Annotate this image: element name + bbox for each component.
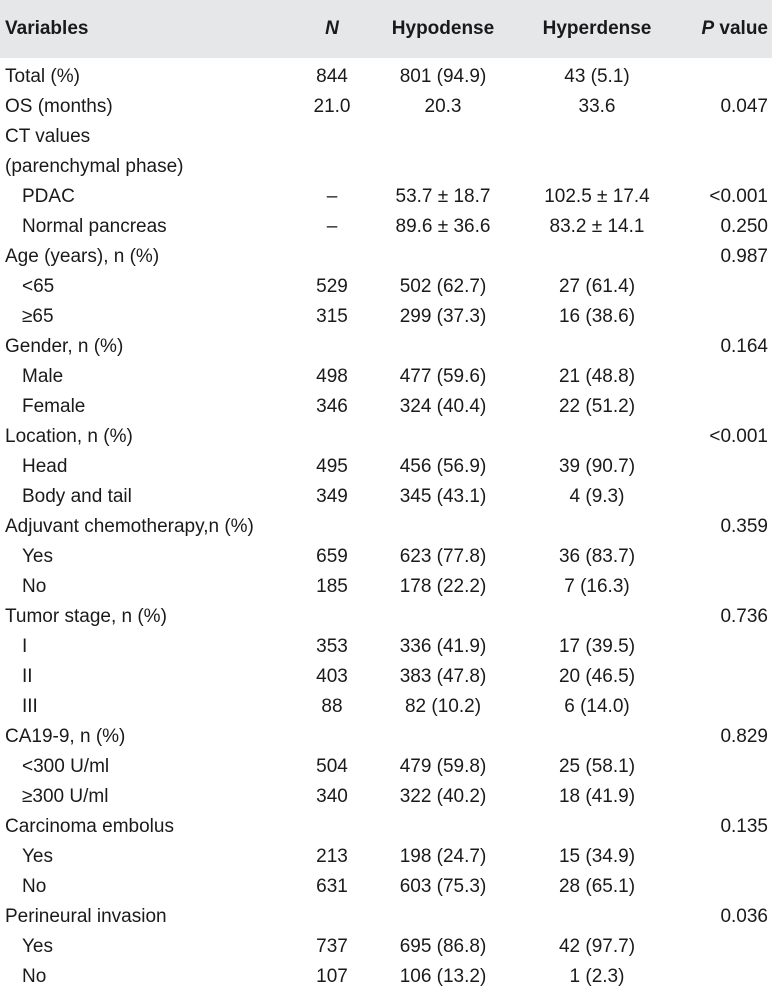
cell-variable: <65	[22, 276, 55, 297]
cell-hyperdense: 25 (58.1)	[558, 756, 636, 777]
cell-hyperdense: 83.2 ± 14.1	[549, 216, 645, 237]
cell-n: 631	[316, 876, 348, 897]
cell-n: 403	[316, 666, 348, 687]
cell-variable: Location, n (%)	[5, 426, 133, 447]
header-p-rest: value	[714, 18, 768, 39]
cell-hypodense	[382, 902, 504, 932]
table-row	[0, 692, 772, 722]
cell-hyperdense	[522, 242, 672, 272]
cell-n	[290, 902, 374, 932]
cell-hyperdense: 17 (39.5)	[558, 636, 636, 657]
cell-hypodense	[382, 422, 504, 452]
cell-n	[290, 812, 374, 842]
cell-variable: Gender, n (%)	[5, 336, 124, 357]
cell-hyperdense: 15 (34.9)	[558, 846, 636, 867]
cell-p-value: 0.164	[720, 336, 768, 357]
cell-variable: (parenchymal phase)	[5, 156, 184, 177]
table-row	[0, 122, 772, 152]
cell-hyperdense: 28 (65.1)	[558, 876, 636, 897]
header-p-value	[678, 0, 768, 58]
cell-n: 504	[316, 756, 348, 777]
cell-p-value	[678, 872, 768, 902]
cell-hypodense: 695 (86.8)	[399, 936, 487, 957]
cell-n: –	[326, 186, 338, 207]
cell-hyperdense: 42 (97.7)	[558, 936, 636, 957]
table-row	[0, 902, 772, 932]
cell-hypodense: 322 (40.2)	[399, 786, 487, 807]
cell-n	[290, 152, 374, 182]
header-p-italic: P	[701, 18, 715, 39]
cell-variable: Head	[22, 456, 68, 477]
cell-hypodense: 502 (62.7)	[399, 276, 487, 297]
table-row	[0, 722, 772, 752]
table-row	[0, 572, 772, 602]
cell-variable: II	[22, 666, 33, 687]
table-row	[0, 332, 772, 362]
cell-hypodense	[382, 602, 504, 632]
cell-hypodense: 20.3	[424, 96, 462, 117]
cell-hypodense: 299 (37.3)	[399, 306, 487, 327]
cell-p-value	[678, 692, 768, 722]
cell-p-value	[678, 62, 768, 92]
cell-variable: <300 U/ml	[22, 756, 110, 777]
table-header	[0, 0, 772, 58]
header-hyperdense: Hyperdense	[542, 18, 652, 39]
cell-hyperdense	[522, 602, 672, 632]
cell-variable: CA19-9, n (%)	[5, 726, 126, 747]
cell-hypodense: 479 (59.8)	[399, 756, 487, 777]
table-row	[0, 782, 772, 812]
cell-p-value	[678, 452, 768, 482]
header-hypodense: Hypodense	[391, 18, 495, 39]
cell-hyperdense: 18 (41.9)	[558, 786, 636, 807]
cell-variable: Carcinoma embolus	[5, 816, 174, 837]
cell-hyperdense: 6 (14.0)	[564, 696, 630, 717]
cell-variable: I	[22, 636, 28, 657]
cell-variable: Perineural invasion	[5, 906, 167, 927]
cell-n: 213	[316, 846, 348, 867]
table-row	[0, 62, 772, 92]
cell-p-value	[678, 152, 768, 182]
cell-p-value	[678, 932, 768, 962]
cell-n	[290, 332, 374, 362]
cell-hypodense	[382, 812, 504, 842]
cell-hyperdense: 20 (46.5)	[558, 666, 636, 687]
cell-variable: III	[22, 696, 38, 717]
table-row	[0, 272, 772, 302]
cell-p-value	[678, 482, 768, 512]
cell-n: 737	[316, 936, 348, 957]
header-variables: Variables	[5, 18, 89, 39]
cell-n: 88	[321, 696, 343, 717]
cell-hypodense: 198 (24.7)	[399, 846, 487, 867]
cell-p-value	[678, 782, 768, 812]
cell-variable: PDAC	[22, 186, 75, 207]
table-row	[0, 302, 772, 332]
cell-p-value: 0.047	[720, 96, 768, 117]
cell-hyperdense: 36 (83.7)	[558, 546, 636, 567]
cell-n: 185	[316, 576, 348, 597]
cell-p-value	[678, 572, 768, 602]
cell-variable: CT values	[5, 126, 91, 147]
cell-p-value: 0.135	[720, 816, 768, 837]
cell-hyperdense: 22 (51.2)	[558, 396, 636, 417]
cell-hypodense	[382, 512, 504, 542]
cell-hyperdense: 102.5 ± 17.4	[544, 186, 650, 207]
cell-variable: No	[22, 576, 47, 597]
cell-p-value: 0.359	[720, 516, 768, 537]
cell-variable: Female	[22, 396, 86, 417]
table-body	[0, 62, 772, 992]
cell-variable: Normal pancreas	[22, 216, 167, 237]
cell-n: 340	[316, 786, 348, 807]
cell-hypodense: 178 (22.2)	[399, 576, 487, 597]
cell-p-value	[678, 542, 768, 572]
cell-hypodense: 324 (40.4)	[399, 396, 487, 417]
table-row	[0, 452, 772, 482]
cell-n: 495	[316, 456, 348, 477]
cell-hyperdense	[522, 812, 672, 842]
cell-hypodense	[382, 122, 504, 152]
table-row	[0, 482, 772, 512]
cell-n: 315	[316, 306, 348, 327]
table-row	[0, 542, 772, 572]
cell-n	[290, 422, 374, 452]
cell-hypodense: 383 (47.8)	[399, 666, 487, 687]
cell-p-value	[678, 632, 768, 662]
cell-p-value	[678, 302, 768, 332]
cell-hyperdense: 39 (90.7)	[558, 456, 636, 477]
table-row	[0, 152, 772, 182]
cell-hyperdense	[522, 152, 672, 182]
cell-n	[290, 722, 374, 752]
table-row	[0, 632, 772, 662]
cell-hyperdense	[522, 722, 672, 752]
cell-hypodense: 53.7 ± 18.7	[395, 186, 491, 207]
table-row	[0, 422, 772, 452]
cell-p-value: 0.736	[720, 606, 768, 627]
cell-p-value: 0.829	[720, 726, 768, 747]
cell-n: 353	[316, 636, 348, 657]
cell-p-value	[678, 392, 768, 422]
table-row	[0, 842, 772, 872]
cell-n: 346	[316, 396, 348, 417]
cell-hyperdense: 1 (2.3)	[569, 966, 625, 987]
cell-hyperdense	[522, 512, 672, 542]
cell-hyperdense: 27 (61.4)	[558, 276, 636, 297]
cell-hyperdense	[522, 332, 672, 362]
table-row	[0, 662, 772, 692]
cell-variable: Yes	[22, 546, 53, 567]
cell-n: 349	[316, 486, 348, 507]
cell-n: 107	[316, 966, 348, 987]
cell-hyperdense: 16 (38.6)	[558, 306, 636, 327]
cell-n: 844	[316, 66, 348, 87]
cell-hyperdense: 33.6	[578, 96, 616, 117]
cell-hyperdense	[522, 122, 672, 152]
cell-variable: Yes	[22, 846, 53, 867]
table-row	[0, 812, 772, 842]
cell-variable: Body and tail	[22, 486, 132, 507]
cell-p-value: 0.036	[720, 906, 768, 927]
cell-hypodense: 82 (10.2)	[404, 696, 482, 717]
cell-hypodense: 603 (75.3)	[399, 876, 487, 897]
cell-hypodense	[382, 722, 504, 752]
cell-hypodense	[382, 152, 504, 182]
cell-hypodense: 801 (94.9)	[399, 66, 487, 87]
cell-variable: Yes	[22, 936, 53, 957]
cell-p-value: <0.001	[709, 186, 768, 207]
table-row	[0, 872, 772, 902]
cell-hypodense: 456 (56.9)	[399, 456, 487, 477]
cell-n	[290, 122, 374, 152]
cell-p-value	[678, 962, 768, 992]
cell-p-value: <0.001	[709, 426, 768, 447]
cell-hyperdense: 4 (9.3)	[569, 486, 625, 507]
cell-n	[290, 242, 374, 272]
cell-p-value	[678, 662, 768, 692]
cell-variable: ≥300 U/ml	[22, 786, 109, 807]
cell-hyperdense	[522, 422, 672, 452]
cell-n: 659	[316, 546, 348, 567]
cell-n: 21.0	[313, 96, 351, 117]
cell-variable: Male	[22, 366, 64, 387]
cell-variable: OS (months)	[5, 96, 113, 117]
table-row	[0, 182, 772, 212]
cell-variable: ≥65	[22, 306, 54, 327]
cell-variable: Age (years), n (%)	[5, 246, 160, 267]
cell-p-value: 0.987	[720, 246, 768, 267]
header-n-label: N	[325, 18, 339, 39]
cell-p-value	[678, 842, 768, 872]
cell-p-value	[678, 362, 768, 392]
header-n	[290, 0, 374, 58]
cell-variable: No	[22, 966, 47, 987]
cell-hypodense: 89.6 ± 36.6	[395, 216, 491, 237]
cell-variable: No	[22, 876, 47, 897]
table-row	[0, 362, 772, 392]
cell-n	[290, 602, 374, 632]
table-row	[0, 512, 772, 542]
cell-p-value: 0.250	[720, 216, 768, 237]
table-row	[0, 242, 772, 272]
cell-hypodense: 623 (77.8)	[399, 546, 487, 567]
cell-p-value	[678, 122, 768, 152]
table-row	[0, 602, 772, 632]
cell-hyperdense: 7 (16.3)	[564, 576, 630, 597]
cell-p-value	[678, 752, 768, 782]
cell-hypodense: 336 (41.9)	[399, 636, 487, 657]
table-row	[0, 212, 772, 242]
cell-variable: Adjuvant chemotherapy,n (%)	[5, 516, 254, 537]
cell-n: 498	[316, 366, 348, 387]
cell-hypodense: 106 (13.2)	[399, 966, 487, 987]
cell-variable: Total (%)	[5, 66, 80, 87]
cell-hypodense	[382, 332, 504, 362]
cell-hyperdense: 21 (48.8)	[558, 366, 636, 387]
cell-hyperdense	[522, 902, 672, 932]
cell-hypodense: 345 (43.1)	[399, 486, 487, 507]
table-row	[0, 92, 772, 122]
cell-n	[290, 512, 374, 542]
cell-hypodense	[382, 242, 504, 272]
cell-hyperdense: 43 (5.1)	[564, 66, 630, 87]
table-row	[0, 962, 772, 992]
cell-n: –	[326, 216, 338, 237]
cell-n: 529	[316, 276, 348, 297]
table-row	[0, 392, 772, 422]
cell-hypodense: 477 (59.6)	[399, 366, 487, 387]
cell-p-value	[678, 272, 768, 302]
table-row	[0, 752, 772, 782]
cell-variable: Tumor stage, n (%)	[5, 606, 167, 627]
table-row	[0, 932, 772, 962]
